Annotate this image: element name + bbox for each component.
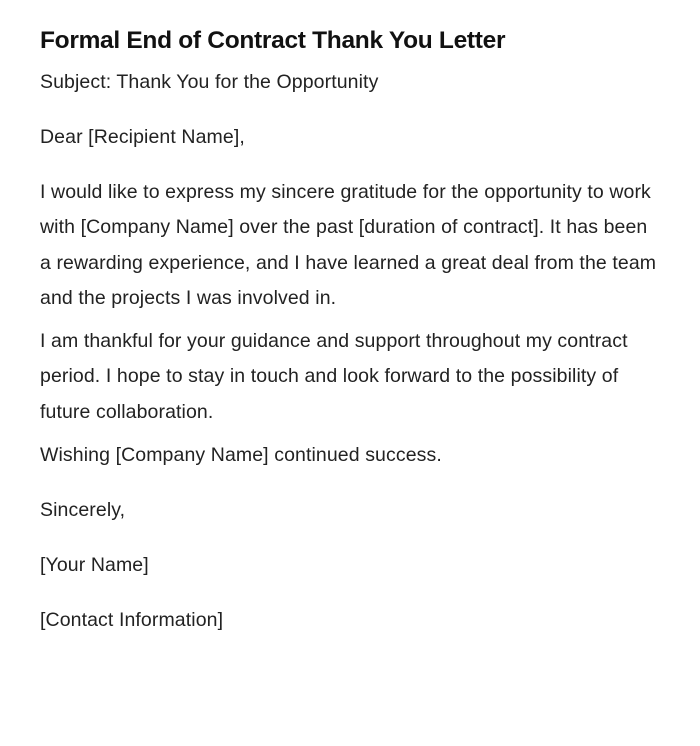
letter-salutation: Dear [Recipient Name], (40, 126, 245, 148)
letter-title: Formal End of Contract Thank You Letter (40, 27, 506, 54)
letter-wishes: Wishing [Company Name] continued success. (40, 444, 442, 467)
letter-paragraph-thanks: I am thankful for your guidance and support throughout my contract period. I hope to stay in touch and look forward to the possibility of future collaboration. (40, 330, 628, 423)
letter-paragraph-gratitude: I would like to express my sincere gratitude for the opportunity to work with [Company Name] over the past [duration of contract]. It has been a rewarding experience, and I have learned a great deal from the team and the projects I was involved in. (40, 181, 657, 309)
letter-subject: Subject: Thank You for the Opportunity (40, 71, 379, 93)
letter-contact-info: [Contact Information] (40, 609, 224, 632)
letter-closing: Sincerely, (40, 499, 126, 522)
letter-sender-name: [Your Name] (40, 554, 149, 577)
